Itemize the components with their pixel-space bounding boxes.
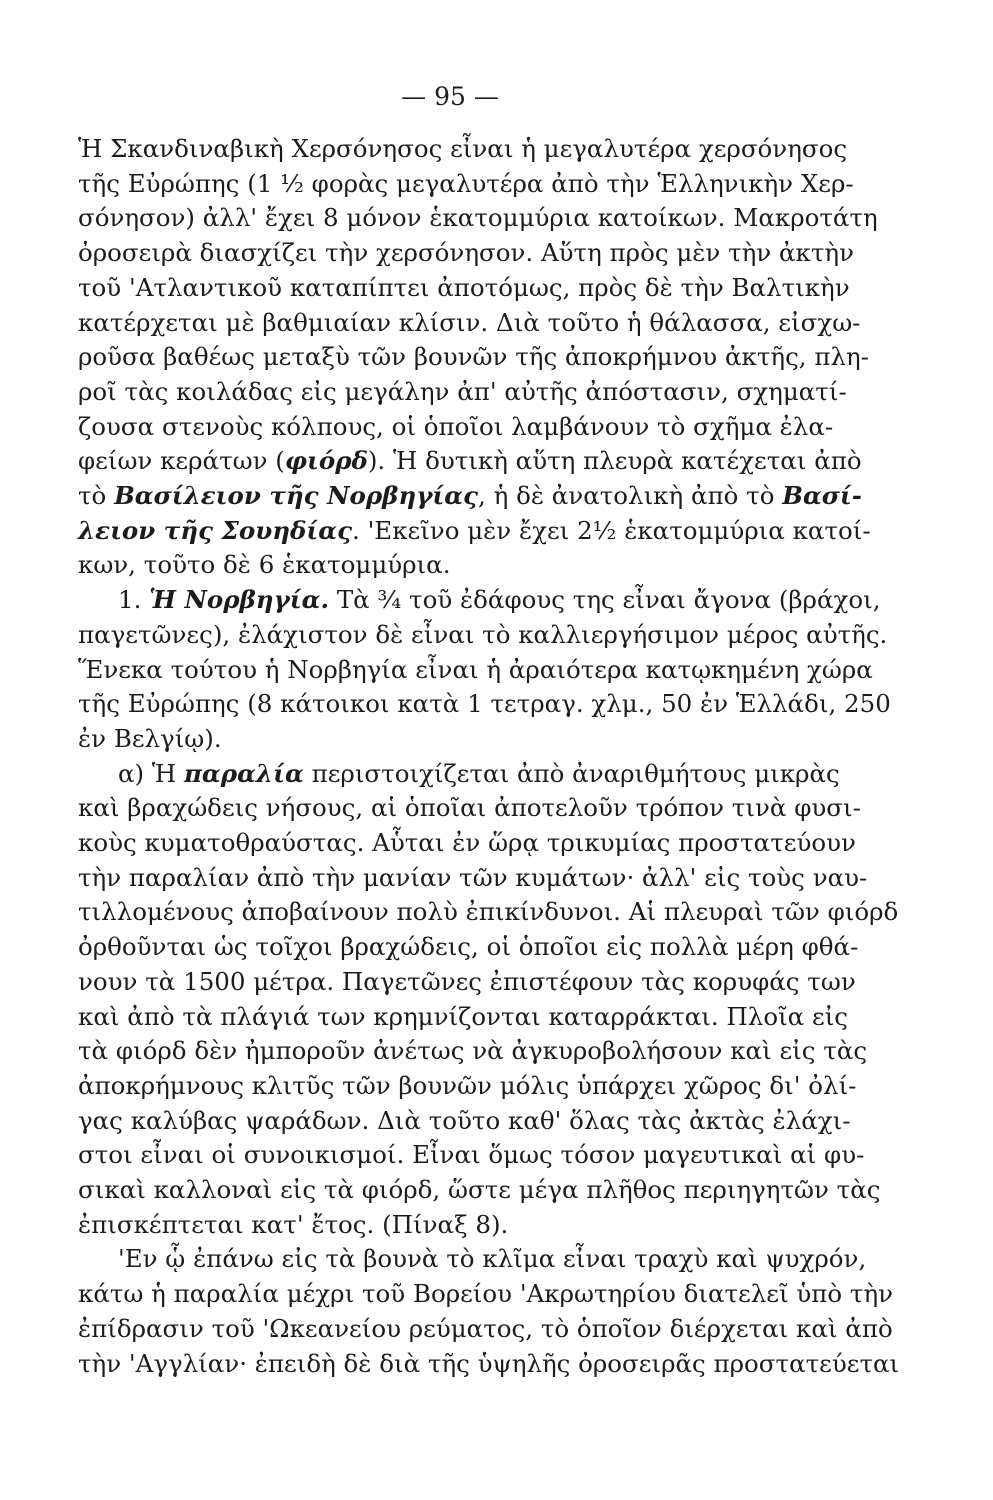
emphasized-term: Ἡ Νορβηγία. [149,585,330,615]
text-run: τιλλομένους ἀποβαίνουν πολὺ ἐπικίνδυνοι. Αἱ πλευραὶ τῶν φιόρδ [78,897,899,927]
text-line [78,375,847,409]
text-line [78,791,861,825]
text-line [78,548,812,582]
text-line [78,1173,881,1207]
text-line [78,1138,865,1172]
text-run: Ἡ Σκανδιναβικὴ Χερσόνησος εἶναι ἡ μεγαλυτέρα χερσόνησος [78,134,848,163]
text-run: κων, τοῦτο δὲ 6 ἑκατομμύρια. [78,550,451,580]
text-run: ἐπισκέπτεται κατ' ἔτος. (Πίναξ 8). [78,1209,509,1239]
text-line [78,965,856,999]
text-run: ὀροσειρὰ διασχίζει τὴν χερσόνησον. Αὕτη πρὸς μὲν τὴν ἀκτὴν [78,238,854,268]
text-run: τῆς Εὐρώπης (8 κάτοικοι κατὰ 1 τετραγ. χλμ., 50 ἐν Ἑλλάδι, 250 [78,689,891,719]
text-line [78,1312,893,1346]
text-run: τοῦ 'Ατλαντικοῦ καταπίπτει ἀποτόμως, πρὸς δὲ τὴν Βαλτικὴν [78,272,850,302]
text-line [78,1104,851,1138]
text-line [78,514,871,548]
text-run: παγετῶνες), ἐλάχιστον δὲ εἶναι τὸ καλλιεργήσιμον μέρος αὐτῆς. [78,619,888,649]
text-line [118,1242,867,1276]
text-line [78,1034,868,1068]
text-line [78,895,899,929]
text-line [78,861,868,895]
text-run: στοι εἶναι οἱ συνοικισμοί. Εἶναι ὅμως τόσον μαγευτικαὶ αἱ φυ- [78,1140,865,1170]
text-line [78,618,888,652]
text-line [78,132,848,166]
text-run: φείων κεράτων ( [78,446,285,476]
text-run: τὰ φιόρδ δὲν ἠμποροῦν ἀνέτως νὰ ἀγκυροβολήσουν καὶ εἰς τὰς [78,1036,868,1066]
text-line [78,1069,857,1103]
text-line [78,444,862,478]
text-run: ἐν Βελγίῳ). [78,723,222,753]
page-number: — 95 — [401,82,499,111]
emphasized-term: λειον τῆς Σουηδίας [78,515,352,545]
text-line [78,340,869,374]
text-run: περιστοιχίζεται ἀπὸ ἀναριθμήτους μικρὰς [303,758,840,788]
text-run: ζουσα στενοὺς κόλπους, οἱ ὁποῖοι λαμβάνουν τὸ σχῆμα ἐλα- [78,411,834,441]
text-run: σικαὶ καλλοναὶ εἰς τὰ φιόρδ, ὥστε μέγα πλῆθος περιηγητῶν τὰς [78,1175,881,1204]
text-run: τὴν παραλίαν ἀπὸ τὴν μανίαν τῶν κυμάτων· ἀλλ' εἰς τοὺς ναυ- [78,862,868,892]
text-line [78,930,859,964]
emphasized-term: παραλία [184,758,304,788]
text-run: τῆς Εὐρώπης (1 ½ φορὰς μεγαλυτέρα ἀπὸ τὴν Ἑλληνικὴν Χερ- [78,168,854,198]
text-line [78,410,834,444]
text-line [78,306,861,340]
text-run: νουν τὰ 1500 μέτρα. Παγετῶνες ἐπιστέφουν τὰς κορυφάς των [78,966,856,996]
text-run: κοὺς κυματοθραύστας. Αὗται ἐν ὥρᾳ τρικυμίας προστατεύουν [78,828,856,857]
emphasized-term: Βασίλειον τῆς Νορβηγίας [114,481,479,510]
text-run: τὸ [78,481,115,510]
text-line [78,479,862,513]
text-run: Ἕνεκα τούτου ἡ Νορβηγία εἶναι ἡ ἀραιότερα κατῳκημένη χώρα [78,654,873,684]
text-run: ). Ἡ δυτικὴ αὕτη πλευρὰ κατέχεται ἀπὸ [367,446,862,476]
text-run: τὴν 'Αγγλίαν· ἐπειδὴ δὲ διὰ τῆς ὑψηλῆς ὀροσειρᾶς προστατεύεται [78,1348,900,1378]
text-run: σόνησον) ἀλλ' ἔχει 8 μόνον ἑκατομμύρια κατοίκων. Μακροτάτη [78,203,878,233]
text-line [78,1208,812,1242]
text-run: , ἡ δὲ ἀνατολικὴ ἀπὸ τὸ [478,481,783,510]
text-run: . 'Εκεῖνο μὲν ἔχει 2½ ἑκατομμύρια κατοί- [352,515,871,545]
text-run: 1. [118,585,150,615]
text-line [78,687,891,721]
text-run: 'Εν ᾧ ἐπάνω εἰς τὰ βουνὰ τὸ κλῖμα εἶναι τραχὺ καὶ ψυχρόν, [118,1244,867,1274]
text-line [78,236,854,270]
text-line [118,583,881,617]
text-line [78,1277,894,1311]
text-line [118,757,840,791]
text-line [78,722,812,756]
emphasized-term: φιόρδ [284,446,368,476]
text-run: γας καλύβας ψαράδων. Διὰ τοῦτο καθ' ὅλας τὰς ἀκτὰς ἐλάχι- [78,1105,851,1135]
text-line [78,826,856,860]
text-run: καὶ ἀπὸ τὰ πλάγιά των κρημνίζονται καταρράκται. Πλοῖα εἰς [78,1001,849,1031]
text-run: κάτω ἡ παραλία μέχρι τοῦ Βορείου 'Ακρωτηρίου διατελεῖ ὑπὸ τὴν [78,1279,894,1309]
text-run: ροῖ τὰς κοιλάδας εἰς μεγάλην ἀπ' αὐτῆς ἀπόστασιν, σχηματί- [78,376,847,406]
text-line [78,271,850,305]
text-line [78,1000,849,1034]
text-line [78,167,854,201]
text-line [78,201,878,235]
text-run: ἀποκρήμνους κλιτῦς τῶν βουνῶν μόλις ὑπάρχει χῶρος δι' ὀλί- [78,1070,857,1100]
text-line [78,653,873,687]
text-line [78,1347,900,1381]
text-run: α) Ἡ [118,758,184,788]
text-run: ἐπίδρασιν τοῦ 'Ωκεανείου ρεύματος, τὸ ὁποῖον διέρχεται καὶ ἀπὸ [78,1313,893,1343]
text-run: κατέρχεται μὲ βαθμιαίαν κλίσιν. Διὰ τοῦτο ἡ θάλασσα, εἰσχω- [78,307,861,337]
text-run: ροῦσα βαθέως μεταξὺ τῶν βουνῶν τῆς ἀποκρήμνου ἀκτῆς, πλη- [78,342,869,372]
text-run: Τὰ ¾ τοῦ ἐδάφους της εἶναι ἄγονα (βράχοι, [329,585,881,615]
emphasized-term: Βασί- [782,481,862,510]
text-run: ὀρθοῦνται ὡς τοῖχοι βραχώδεις, οἱ ὁποῖοι εἰς πολλὰ μέρη φθά- [78,932,859,962]
text-run: καὶ βραχώδεις νήσους, αἱ ὁποῖαι ἀποτελοῦν τρόπον τινὰ φυσι- [78,793,861,823]
